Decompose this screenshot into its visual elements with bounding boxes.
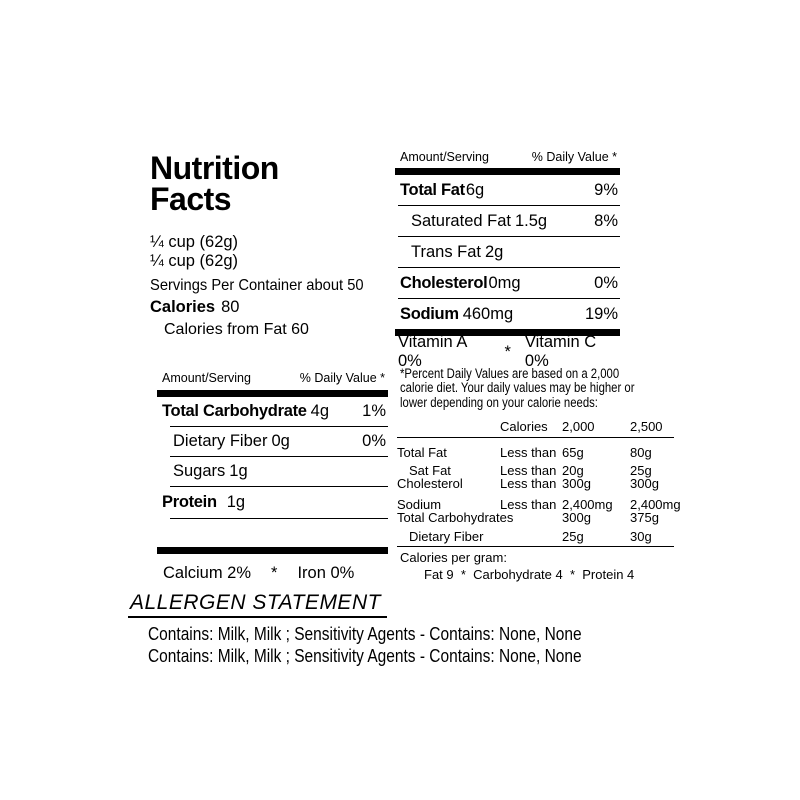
dv-row-2500: 80g — [630, 444, 652, 460]
nutrient-name: Sodium — [400, 304, 459, 323]
serving-size-line: ¼ cup (62g) — [150, 233, 239, 251]
dv-row-qualifier: Less than — [500, 475, 557, 491]
calcium-value: Calcium 2% — [163, 563, 252, 582]
dv-row-qualifier: Less than — [500, 444, 557, 460]
dv-header-2500: 2,500 — [630, 419, 663, 434]
dv-row-name: Total Fat — [397, 444, 447, 460]
vitamin-a-value: Vitamin A 0% — [398, 333, 467, 370]
dv-row-qualifier — [500, 512, 562, 525]
dv-header-blank — [397, 421, 500, 434]
nutrient-amount: 0g — [271, 432, 290, 450]
allergen-contains-line: Contains: Milk, Milk ; Sensitivity Agents - Contains: None, None — [148, 645, 582, 666]
nutrient-amount: 1g — [226, 493, 246, 511]
dv-row-2000: 25g — [562, 529, 584, 544]
dv-row-2500: 25g — [630, 463, 652, 478]
nutrient-daily-value: 0% — [594, 273, 618, 292]
dv-row-2000: 300g — [562, 475, 591, 491]
nutrient-row-trans-fat — [395, 237, 620, 267]
nutrient-daily-value: 8% — [594, 211, 618, 230]
dv-table-row-cholesterol — [397, 475, 674, 491]
dv-row-2000: 2,400mg — [562, 497, 613, 512]
nutrient-row-total-carbohydrate — [157, 397, 388, 426]
vitamin-c-value: Vitamin C 0% — [524, 333, 597, 370]
title-line-2: Facts — [150, 181, 232, 217]
dv-row-qualifier: Less than — [500, 497, 557, 512]
nutrient-amount: 460mg — [462, 304, 514, 323]
nutrient-name: Trans Fat — [411, 242, 481, 261]
nutrient-row-saturated-fat — [395, 206, 620, 236]
daily-value-label: % Daily Value * — [299, 371, 385, 385]
nutrient-name: Cholesterol — [400, 273, 488, 292]
separator-asterisk: * — [504, 342, 511, 361]
nutrient-name: Dietary Fiber — [173, 432, 268, 450]
nutrient-row-protein — [157, 487, 388, 518]
title-line-1: Nutrition — [150, 150, 279, 186]
calories-per-gram-title: Calories per gram: — [400, 550, 507, 565]
footnote-line: lower depending on your calorie needs: — [400, 394, 598, 410]
iron-value: Iron 0% — [297, 563, 355, 582]
nutrient-name: Total Carbohydrate — [162, 402, 307, 420]
dv-header-2000: 2,000 — [562, 419, 595, 434]
footnote-line: *Percent Daily Values are based on a 2,000 — [400, 366, 620, 381]
nutrient-amount: 0mg — [488, 273, 521, 292]
dv-table-row-dietary-fiber — [397, 531, 674, 544]
dv-row-2500: 300g — [630, 475, 659, 491]
nutrient-amount: 1.5g — [514, 211, 548, 230]
nutrient-name: Total Fat — [400, 180, 465, 199]
thick-rule — [157, 390, 388, 397]
amount-serving-label: Amount/Serving — [162, 371, 251, 385]
dv-header-calories: Calories — [500, 419, 548, 434]
dv-row-qualifier: Less than — [500, 463, 557, 478]
nutrient-name: Protein — [162, 493, 217, 511]
allergen-statement-heading: ALLERGEN STATEMENT — [128, 591, 387, 618]
nutrient-daily-value: 0% — [362, 432, 386, 450]
nutrient-amount: 6g — [465, 180, 485, 199]
dv-row-name: Sodium — [397, 497, 442, 512]
thick-rule — [157, 547, 388, 554]
nutrient-amount: 4g — [310, 402, 330, 420]
label-head-section — [150, 150, 400, 339]
nutrient-daily-value: 9% — [594, 180, 618, 199]
dv-row-2000: 65g — [562, 444, 584, 460]
dv-row-2500: 2,400mg — [630, 497, 681, 512]
nutrient-row-total-fat — [395, 175, 620, 205]
dv-row-name: Total Carbohydrates — [397, 509, 514, 525]
nutrient-name: Sugars — [173, 462, 226, 480]
nutrient-amount: 1g — [229, 462, 248, 480]
dv-row-name: Dietary Fiber — [409, 529, 484, 544]
dv-row-2500: 30g — [630, 529, 652, 544]
vitamins-row — [395, 333, 620, 370]
nutrient-amount: 2g — [485, 242, 504, 261]
serving-size-line: ¼ cup (62g) — [150, 252, 239, 270]
allergen-contains-lines — [148, 624, 582, 667]
calories-value: 80 — [221, 298, 240, 316]
calories-per-gram-section — [400, 551, 634, 582]
dv-row-2000: 20g — [562, 463, 584, 478]
thick-rule — [395, 168, 620, 175]
dv-row-name: Sat Fat — [409, 463, 451, 478]
dv-row-2500: 375g — [630, 509, 659, 525]
dv-table-row-total-carbohydrates — [397, 509, 674, 525]
nutrient-name: Saturated Fat — [411, 211, 511, 230]
nutrient-row-sodium — [395, 299, 620, 329]
servings-per-container: Servings Per Container about 50 — [150, 277, 364, 294]
dv-table-header — [397, 421, 674, 438]
dv-row-qualifier — [500, 531, 562, 544]
nutrition-facts-title — [150, 150, 400, 217]
left-panel-header — [157, 368, 388, 388]
calories-row — [150, 298, 400, 317]
left-facts-panel — [157, 368, 388, 583]
right-facts-panel — [395, 147, 620, 370]
nutrient-daily-value: 19% — [584, 304, 618, 323]
daily-value-footnote — [400, 367, 652, 410]
nutrient-row-sugars — [157, 457, 388, 486]
nutrient-daily-value: 1% — [362, 402, 386, 420]
nutrient-row-dietary-fiber — [157, 427, 388, 456]
dv-table-row-total-fat — [397, 444, 674, 460]
nutrient-row-cholesterol — [395, 268, 620, 298]
calories-label: Calories — [150, 298, 216, 316]
dv-row-2000: 300g — [562, 509, 591, 525]
amount-serving-label: Amount/Serving — [400, 150, 489, 164]
calories-per-gram-detail: Fat 9 * Carbohydrate 4 * Protein 4 — [424, 567, 635, 582]
minerals-row — [157, 563, 388, 583]
thin-rule — [170, 518, 388, 519]
dv-row-name: Cholesterol — [397, 475, 463, 491]
daily-value-label: % Daily Value * — [531, 150, 617, 164]
separator-asterisk: * — [271, 563, 278, 582]
calories-from-fat: Calories from Fat 60 — [164, 321, 309, 338]
right-panel-header — [395, 147, 620, 167]
footnote-line: calorie diet. Your daily values may be higher or — [400, 380, 635, 396]
allergen-contains-line: Contains: Milk, Milk ; Sensitivity Agents - Contains: None, None — [148, 624, 582, 644]
daily-value-reference-table — [397, 419, 681, 547]
